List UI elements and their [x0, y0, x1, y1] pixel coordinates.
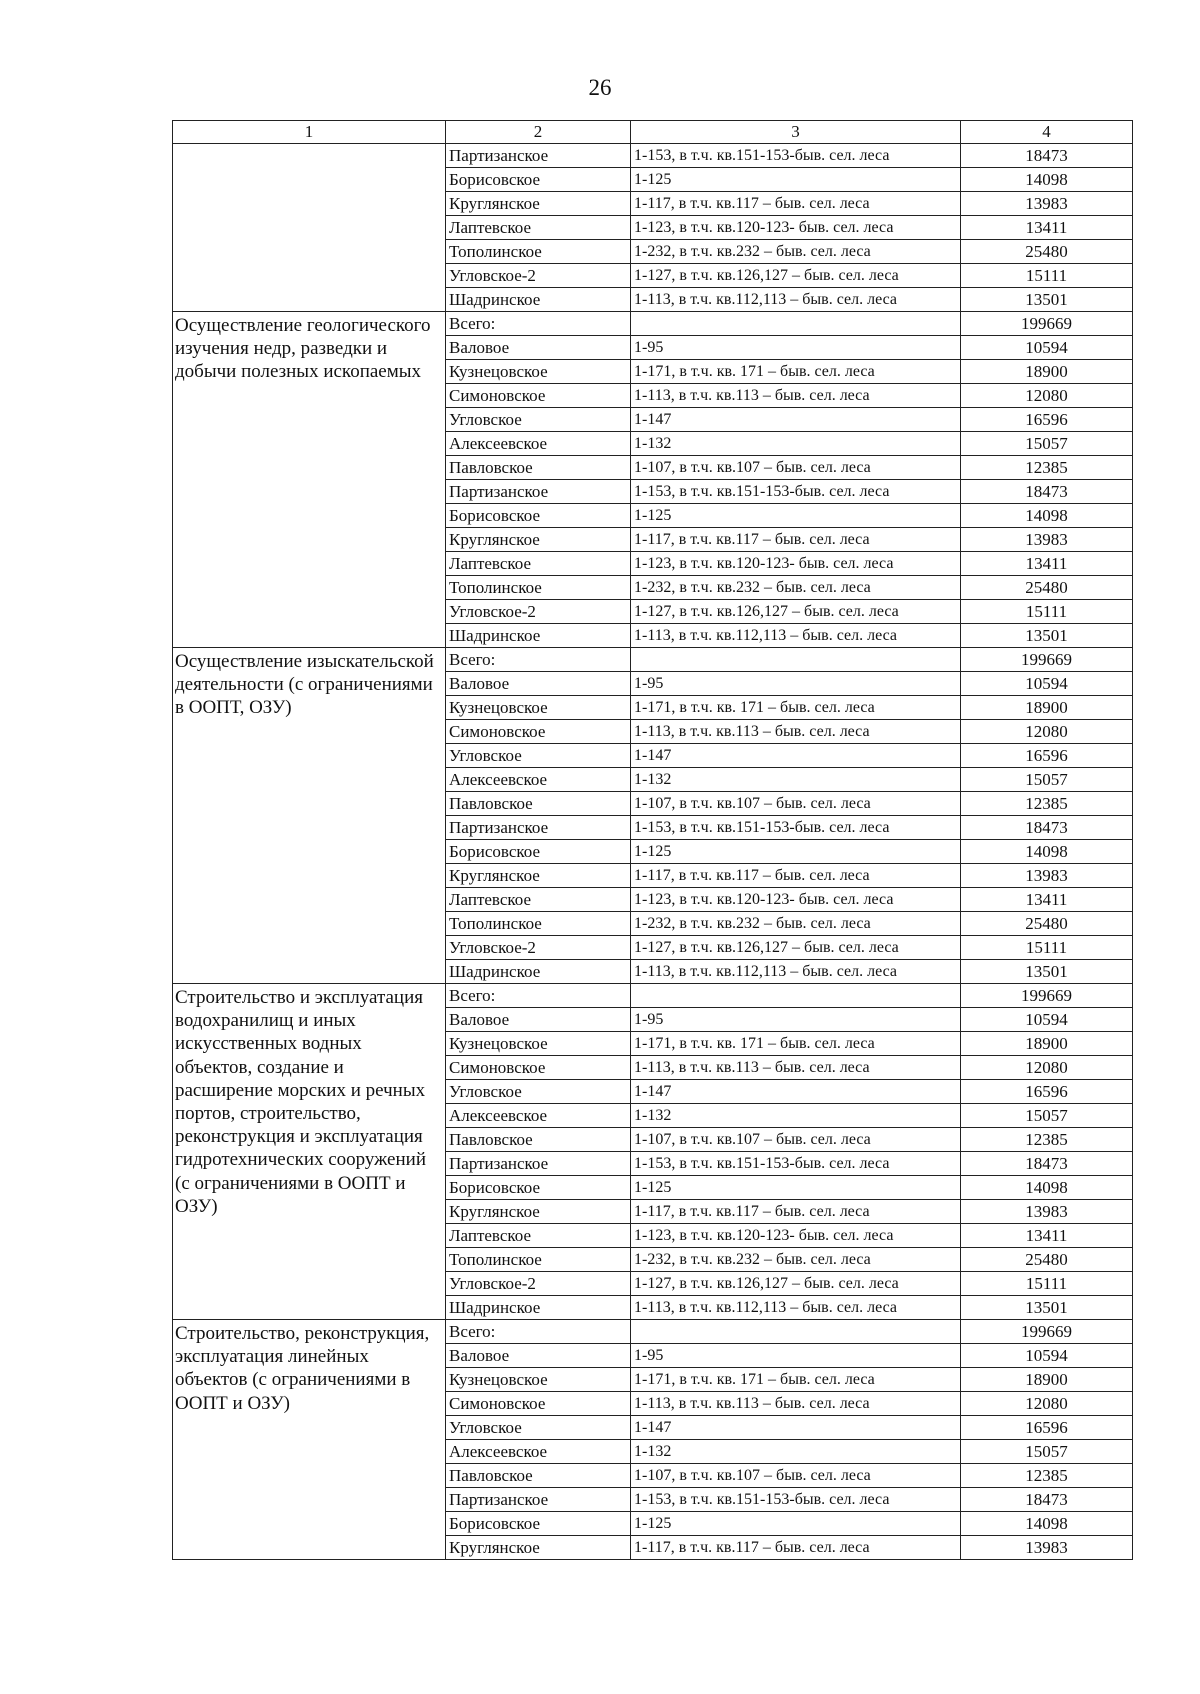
area-cell: 14098 [961, 1512, 1133, 1536]
area-cell: 13501 [961, 960, 1133, 984]
area-cell: 13411 [961, 888, 1133, 912]
area-cell: 199669 [961, 312, 1133, 336]
quarters-cell: 1-117, в т.ч. кв.117 – быв. сел. леса [631, 1200, 961, 1224]
forestry-name-cell: Шадринское [446, 624, 631, 648]
forestry-name-cell: Тополинское [446, 912, 631, 936]
area-cell: 15057 [961, 432, 1133, 456]
forestry-name-cell: Лаптевское [446, 888, 631, 912]
forestry-name-cell: Партизанское [446, 816, 631, 840]
forestry-name-cell: Борисовское [446, 1512, 631, 1536]
table-row [173, 1320, 1133, 1344]
area-cell: 10594 [961, 1344, 1133, 1368]
area-cell: 18473 [961, 1152, 1133, 1176]
area-cell: 12080 [961, 1392, 1133, 1416]
area-cell: 12385 [961, 456, 1133, 480]
quarters-cell: 1-153, в т.ч. кв.151-153-быв. сел. леса [631, 1152, 961, 1176]
quarters-cell: 1-171, в т.ч. кв. 171 – быв. сел. леса [631, 696, 961, 720]
quarters-cell: 1-117, в т.ч. кв.117 – быв. сел. леса [631, 192, 961, 216]
forestry-name-cell: Симоновское [446, 1392, 631, 1416]
forestry-name-cell: Круглянское [446, 528, 631, 552]
area-cell: 18900 [961, 360, 1133, 384]
forestry-name-cell: Шадринское [446, 288, 631, 312]
quarters-cell: 1-232, в т.ч. кв.232 – быв. сел. леса [631, 1248, 961, 1272]
quarters-cell: 1-232, в т.ч. кв.232 – быв. сел. леса [631, 912, 961, 936]
forestry-name-cell: Кузнецовское [446, 696, 631, 720]
forestry-name-cell: Шадринское [446, 960, 631, 984]
forestry-name-cell: Алексеевское [446, 1440, 631, 1464]
forestry-name-cell: Круглянское [446, 864, 631, 888]
area-cell: 15057 [961, 1104, 1133, 1128]
quarters-cell: 1-132 [631, 1104, 961, 1128]
area-cell: 199669 [961, 984, 1133, 1008]
quarters-cell: 1-107, в т.ч. кв.107 – быв. сел. леса [631, 1128, 961, 1152]
quarters-cell: 1-171, в т.ч. кв. 171 – быв. сел. леса [631, 1032, 961, 1056]
quarters-cell [631, 984, 961, 1008]
quarters-cell: 1-125 [631, 504, 961, 528]
activity-cell: Осуществление изыскательской деятельности (с ограничениями в ООПТ, ОЗУ) [173, 648, 446, 984]
area-cell: 14098 [961, 168, 1133, 192]
quarters-cell [631, 648, 961, 672]
quarters-cell: 1-117, в т.ч. кв.117 – быв. сел. леса [631, 528, 961, 552]
quarters-cell: 1-95 [631, 1344, 961, 1368]
quarters-cell: 1-125 [631, 168, 961, 192]
area-cell: 13983 [961, 192, 1133, 216]
area-cell: 13411 [961, 552, 1133, 576]
area-cell: 15057 [961, 1440, 1133, 1464]
area-cell: 14098 [961, 840, 1133, 864]
quarters-cell: 1-107, в т.ч. кв.107 – быв. сел. леса [631, 792, 961, 816]
forestry-name-cell: Круглянское [446, 192, 631, 216]
area-cell: 10594 [961, 336, 1133, 360]
forestry-name-cell: Тополинское [446, 1248, 631, 1272]
area-cell: 12385 [961, 1128, 1133, 1152]
area-cell: 16596 [961, 408, 1133, 432]
quarters-cell: 1-107, в т.ч. кв.107 – быв. сел. леса [631, 456, 961, 480]
area-cell: 13983 [961, 1536, 1133, 1560]
page-number: 26 [588, 75, 612, 100]
quarters-cell: 1-123, в т.ч. кв.120-123- быв. сел. леса [631, 888, 961, 912]
quarters-cell: 1-153, в т.ч. кв.151-153-быв. сел. леса [631, 816, 961, 840]
table-row [173, 648, 1133, 672]
quarters-cell: 1-117, в т.ч. кв.117 – быв. сел. леса [631, 864, 961, 888]
quarters-cell: 1-153, в т.ч. кв.151-153-быв. сел. леса [631, 144, 961, 168]
forestry-table [172, 120, 1133, 1560]
header-row [173, 121, 1133, 144]
forestry-name-cell: Павловское [446, 456, 631, 480]
forestry-name-cell: Всего: [446, 1320, 631, 1344]
quarters-cell: 1-113, в т.ч. кв.112,113 – быв. сел. леса [631, 1296, 961, 1320]
area-cell: 12385 [961, 1464, 1133, 1488]
activity-cell: Строительство, реконструкция, эксплуатация линейных объектов (с ограничениями в ООПТ и ОЗУ) [173, 1320, 446, 1560]
forestry-name-cell: Угловское-2 [446, 264, 631, 288]
table-body [173, 121, 1133, 1560]
forestry-name-cell: Лаптевское [446, 1224, 631, 1248]
quarters-cell: 1-113, в т.ч. кв.113 – быв. сел. леса [631, 1392, 961, 1416]
area-cell: 13501 [961, 624, 1133, 648]
forestry-name-cell: Алексеевское [446, 768, 631, 792]
forestry-name-cell: Тополинское [446, 576, 631, 600]
area-cell: 13411 [961, 216, 1133, 240]
activity-cell [173, 144, 446, 312]
quarters-cell: 1-171, в т.ч. кв. 171 – быв. сел. леса [631, 1368, 961, 1392]
quarters-cell: 1-147 [631, 744, 961, 768]
forestry-table-container [172, 120, 1132, 1560]
area-cell: 25480 [961, 912, 1133, 936]
area-cell: 18473 [961, 816, 1133, 840]
area-cell: 16596 [961, 1080, 1133, 1104]
header-cell-col3: 3 [631, 121, 961, 144]
quarters-cell: 1-153, в т.ч. кв.151-153-быв. сел. леса [631, 1488, 961, 1512]
area-cell: 12080 [961, 384, 1133, 408]
quarters-cell: 1-232, в т.ч. кв.232 – быв. сел. леса [631, 240, 961, 264]
area-cell: 199669 [961, 648, 1133, 672]
area-cell: 13983 [961, 864, 1133, 888]
header-cell-col4: 4 [961, 121, 1133, 144]
area-cell: 15057 [961, 768, 1133, 792]
quarters-cell: 1-132 [631, 432, 961, 456]
forestry-name-cell: Симоновское [446, 384, 631, 408]
quarters-cell: 1-113, в т.ч. кв.113 – быв. сел. леса [631, 1056, 961, 1080]
quarters-cell: 1-132 [631, 768, 961, 792]
quarters-cell: 1-125 [631, 1176, 961, 1200]
area-cell: 25480 [961, 1248, 1133, 1272]
forestry-name-cell: Борисовское [446, 840, 631, 864]
forestry-name-cell: Симоновское [446, 1056, 631, 1080]
quarters-cell: 1-117, в т.ч. кв.117 – быв. сел. леса [631, 1536, 961, 1560]
area-cell: 10594 [961, 1008, 1133, 1032]
area-cell: 15111 [961, 264, 1133, 288]
forestry-name-cell: Угловское-2 [446, 1272, 631, 1296]
quarters-cell: 1-95 [631, 336, 961, 360]
forestry-name-cell: Борисовское [446, 1176, 631, 1200]
forestry-name-cell: Тополинское [446, 240, 631, 264]
forestry-name-cell: Всего: [446, 984, 631, 1008]
area-cell: 18473 [961, 480, 1133, 504]
quarters-cell: 1-147 [631, 1416, 961, 1440]
forestry-name-cell: Партизанское [446, 1488, 631, 1512]
area-cell: 13501 [961, 288, 1133, 312]
quarters-cell: 1-127, в т.ч. кв.126,127 – быв. сел. леса [631, 1272, 961, 1296]
quarters-cell: 1-127, в т.ч. кв.126,127 – быв. сел. леса [631, 936, 961, 960]
forestry-name-cell: Борисовское [446, 504, 631, 528]
forestry-name-cell: Угловское-2 [446, 600, 631, 624]
area-cell: 10594 [961, 672, 1133, 696]
forestry-name-cell: Валовое [446, 672, 631, 696]
area-cell: 12385 [961, 792, 1133, 816]
quarters-cell: 1-113, в т.ч. кв.112,113 – быв. сел. леса [631, 288, 961, 312]
quarters-cell: 1-153, в т.ч. кв.151-153-быв. сел. леса [631, 480, 961, 504]
forestry-name-cell: Валовое [446, 1008, 631, 1032]
quarters-cell: 1-113, в т.ч. кв.112,113 – быв. сел. леса [631, 960, 961, 984]
quarters-cell: 1-125 [631, 1512, 961, 1536]
forestry-name-cell: Угловское [446, 1080, 631, 1104]
quarters-cell: 1-95 [631, 672, 961, 696]
area-cell: 199669 [961, 1320, 1133, 1344]
area-cell: 25480 [961, 576, 1133, 600]
area-cell: 15111 [961, 1272, 1133, 1296]
quarters-cell: 1-95 [631, 1008, 961, 1032]
quarters-cell: 1-123, в т.ч. кв.120-123- быв. сел. леса [631, 1224, 961, 1248]
table-row [173, 984, 1133, 1008]
area-cell: 15111 [961, 936, 1133, 960]
forestry-name-cell: Борисовское [446, 168, 631, 192]
forestry-name-cell: Угловское [446, 1416, 631, 1440]
forestry-name-cell: Круглянское [446, 1200, 631, 1224]
header-cell-col1: 1 [173, 121, 446, 144]
quarters-cell: 1-171, в т.ч. кв. 171 – быв. сел. леса [631, 360, 961, 384]
forestry-name-cell: Шадринское [446, 1296, 631, 1320]
forestry-name-cell: Лаптевское [446, 216, 631, 240]
forestry-name-cell: Угловское [446, 408, 631, 432]
area-cell: 14098 [961, 1176, 1133, 1200]
quarters-cell: 1-125 [631, 840, 961, 864]
forestry-name-cell: Лаптевское [446, 552, 631, 576]
quarters-cell: 1-132 [631, 1440, 961, 1464]
forestry-name-cell: Кузнецовское [446, 1032, 631, 1056]
table-row [173, 144, 1133, 168]
forestry-name-cell: Всего: [446, 648, 631, 672]
quarters-cell: 1-123, в т.ч. кв.120-123- быв. сел. леса [631, 216, 961, 240]
area-cell: 15111 [961, 600, 1133, 624]
area-cell: 16596 [961, 1416, 1133, 1440]
forestry-name-cell: Павловское [446, 792, 631, 816]
area-cell: 18473 [961, 1488, 1133, 1512]
area-cell: 14098 [961, 504, 1133, 528]
quarters-cell: 1-123, в т.ч. кв.120-123- быв. сел. леса [631, 552, 961, 576]
area-cell: 25480 [961, 240, 1133, 264]
quarters-cell [631, 312, 961, 336]
area-cell: 13501 [961, 1296, 1133, 1320]
area-cell: 13983 [961, 528, 1133, 552]
quarters-cell: 1-113, в т.ч. кв.113 – быв. сел. леса [631, 384, 961, 408]
area-cell: 18900 [961, 1032, 1133, 1056]
forestry-name-cell: Алексеевское [446, 1104, 631, 1128]
quarters-cell: 1-107, в т.ч. кв.107 – быв. сел. леса [631, 1464, 961, 1488]
forestry-name-cell: Угловское-2 [446, 936, 631, 960]
forestry-name-cell: Партизанское [446, 480, 631, 504]
quarters-cell: 1-127, в т.ч. кв.126,127 – быв. сел. леса [631, 600, 961, 624]
forestry-name-cell: Валовое [446, 336, 631, 360]
area-cell: 16596 [961, 744, 1133, 768]
area-cell: 13411 [961, 1224, 1133, 1248]
forestry-name-cell: Партизанское [446, 144, 631, 168]
forestry-name-cell: Партизанское [446, 1152, 631, 1176]
activity-cell: Строительство и эксплуатация водохранилищ и иных искусственных водных объектов, создание и расширение морских и речных портов, строительство, реконструкция и эксплуатация гидротехнических сооружений (с ограничениями в ООПТ и ОЗУ) [173, 984, 446, 1320]
quarters-cell: 1-113, в т.ч. кв.112,113 – быв. сел. леса [631, 624, 961, 648]
quarters-cell: 1-147 [631, 408, 961, 432]
forestry-name-cell: Всего: [446, 312, 631, 336]
area-cell: 18473 [961, 144, 1133, 168]
area-cell: 13983 [961, 1200, 1133, 1224]
quarters-cell: 1-147 [631, 1080, 961, 1104]
forestry-name-cell: Павловское [446, 1128, 631, 1152]
forestry-name-cell: Алексеевское [446, 432, 631, 456]
area-cell: 12080 [961, 720, 1133, 744]
quarters-cell: 1-232, в т.ч. кв.232 – быв. сел. леса [631, 576, 961, 600]
forestry-name-cell: Павловское [446, 1464, 631, 1488]
forestry-name-cell: Кузнецовское [446, 360, 631, 384]
forestry-name-cell: Угловское [446, 744, 631, 768]
quarters-cell [631, 1320, 961, 1344]
forestry-name-cell: Валовое [446, 1344, 631, 1368]
area-cell: 18900 [961, 696, 1133, 720]
table-row [173, 312, 1133, 336]
quarters-cell: 1-113, в т.ч. кв.113 – быв. сел. леса [631, 720, 961, 744]
quarters-cell: 1-127, в т.ч. кв.126,127 – быв. сел. леса [631, 264, 961, 288]
forestry-name-cell: Кузнецовское [446, 1368, 631, 1392]
forestry-name-cell: Симоновское [446, 720, 631, 744]
area-cell: 12080 [961, 1056, 1133, 1080]
activity-cell: Осуществление геологического изучения недр, разведки и добычи полезных ископаемых [173, 312, 446, 648]
area-cell: 18900 [961, 1368, 1133, 1392]
forestry-name-cell: Круглянское [446, 1536, 631, 1560]
header-cell-col2: 2 [446, 121, 631, 144]
